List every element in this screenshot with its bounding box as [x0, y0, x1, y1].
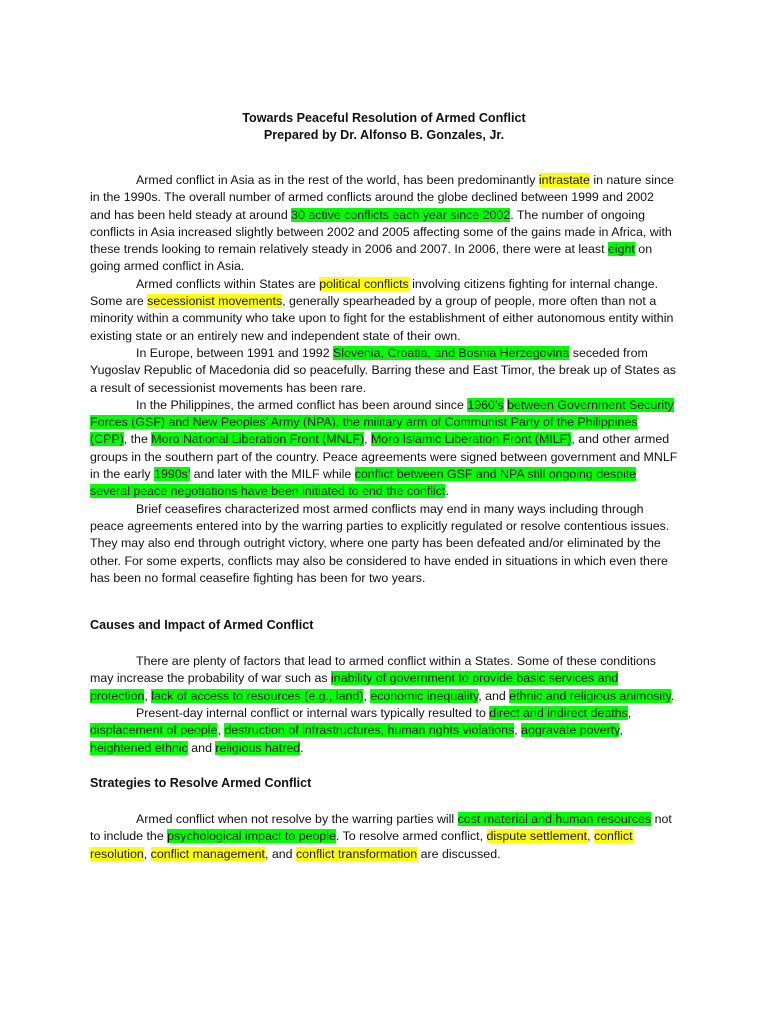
highlight-green: Moro Islamic Liberation Front (MILF)	[370, 432, 572, 447]
highlight-green: 1960’s	[467, 397, 504, 412]
highlight-green: lack of access to resources (e.g., land)	[151, 688, 364, 703]
text-run: ,	[364, 432, 371, 447]
paragraph	[90, 811, 678, 863]
highlight-yellow: conflict management	[150, 846, 265, 861]
author-line: Prepared by Dr. Alfonso B. Gonzales, Jr.	[263, 128, 505, 142]
text-run: ,	[217, 723, 225, 738]
highlight-yellow: intrastate	[538, 173, 590, 187]
highlight-green: heightened ethnic	[90, 740, 188, 755]
highlight-yellow: dispute settlement	[486, 829, 588, 844]
highlight-green: inability of government to provide basic services and protection	[90, 671, 619, 703]
text-run: In Europe, between 1991 and 1992	[136, 345, 334, 360]
text-run: Armed conflicts within States are	[136, 276, 320, 291]
strategies-section	[90, 811, 678, 863]
text-run: Armed conflict when not resolve by the warring parties will	[136, 811, 458, 826]
highlight-green: economic inequality	[370, 688, 479, 703]
text-run: , generally spearheaded by a group of people, more often than not a minority within a community who take upon to fight for the establishment of either autonomous entity within existing state or an entirely new and independent state of their own.	[90, 294, 674, 343]
text-run: ,	[514, 723, 522, 738]
paragraph	[90, 653, 678, 705]
text-run: are discussed.	[417, 846, 501, 861]
title-block	[90, 110, 678, 144]
text-run: ,	[587, 829, 594, 844]
text-run: not to include the	[90, 811, 672, 844]
section-heading-causes: Causes and Impact of Armed Conflict	[90, 618, 314, 633]
highlight-yellow: political conflicts	[319, 276, 409, 291]
intro-section	[90, 172, 678, 587]
text-run: ,	[627, 706, 632, 721]
text-run: seceded from Yugoslav Republic of Macedonia did so peacefully. Barring these and East Timor, the break up of States as a result of secessionist movements has been rare.	[90, 345, 676, 395]
text-run: Brief ceasefires characterized most armed conflicts may end in many ways including through peace agreements entered into by the warring parties to explicitly regulated or resolve contentious issues. They may also end through outright victory, where one party has been defeated and/or eliminated by the other. For some experts, conflicts may also be considered to have ended in situations in which even there has been no formal ceasefire fighting has been for two years.	[90, 501, 670, 585]
highlight-green: Moro National Liberation Front (MNLF)	[151, 432, 365, 447]
paragraph	[90, 397, 678, 501]
text-run: Present-day internal conflict or internal wars typically resulted to	[136, 706, 490, 721]
highlight-green: Slovenia, Croatia, and Bosnia Herzegovina	[333, 345, 570, 360]
text-run: ,	[619, 723, 623, 738]
highlight-green: aggravate poverty	[521, 723, 620, 738]
text-run: In the Philippines, the armed conflict has been around since	[136, 397, 468, 412]
text-run: involving citizens fighting for internal change. Some are	[90, 276, 659, 309]
highlight-green: destruction of infrastructures, human rights violations	[224, 723, 515, 738]
paragraph	[90, 172, 678, 276]
causes-section	[90, 653, 678, 757]
paragraph	[90, 501, 678, 587]
text-run: , and	[264, 846, 296, 861]
highlight-yellow: conflict resolution	[90, 829, 633, 861]
highlight-yellow: conflict transformation	[295, 846, 418, 861]
text-run: .	[670, 688, 675, 703]
text-run: , the	[123, 432, 152, 447]
highlight-green: eight	[607, 242, 635, 257]
text-run: ,	[363, 688, 371, 703]
text-run: . The number of ongoing conflicts in Asia increased slightly between 2002 and 2005 affecting some of the gains made in Africa, with these trends looking to remain relatively steady in 2006 and 2007. In 2006, there were at least	[90, 207, 672, 257]
section-heading-strategies: Strategies to Resolve Armed Conflict	[90, 775, 312, 790]
text-run: in nature since in the 1990s. The overall number of armed conflicts around the globe declined between 1999 and 2002 and has been held steady at around	[90, 173, 674, 222]
highlight-green: cost material and human resources	[457, 811, 652, 826]
highlight-green: 1990s’	[154, 467, 191, 482]
text-run: , and	[478, 688, 510, 703]
highlight-green: direct and indirect deaths	[489, 706, 628, 721]
text-run: . To resolve armed conflict,	[335, 829, 487, 844]
paragraph	[90, 705, 678, 757]
paragraph	[90, 345, 678, 397]
text-run: and	[187, 740, 216, 755]
text-run: and later with the MILF while	[190, 467, 355, 482]
text-run: ,	[144, 688, 152, 703]
highlight-green: psychological impact to people	[167, 829, 336, 844]
text-run: .	[300, 740, 304, 755]
highlight-green: 30 active conflicts each year since 2002	[291, 207, 511, 222]
paragraph	[90, 276, 678, 345]
text-run: , and other armed groups in the southern part of the country. Peace agreements were signed between government and MNLF in the early	[90, 432, 678, 482]
highlight-green: displacement of people	[90, 723, 218, 738]
highlight-green: between Government Security Forces (GSF) and New Peoples’ Army (NPA), the military arm of Communist Party of the Philippines (CPP)	[90, 397, 674, 447]
highlight-green: ethnic and religious animosity	[509, 688, 671, 703]
text-run: ,	[143, 846, 151, 861]
text-run: There are plenty of factors that lead to armed conflict within a States. Some of these conditions may increase the probability of war such as	[90, 654, 656, 686]
document-title: Towards Peaceful Resolution of Armed Conflict	[242, 111, 526, 125]
text-run: Armed conflict in Asia as in the rest of the world, has been predominantly	[136, 173, 539, 187]
text-run: on going armed conflict in Asia.	[90, 242, 653, 274]
text-run: .	[445, 484, 449, 499]
highlight-green: conflict between GSF and NPA still ongoing despite several peace negotiations have been initiated to end the conflict	[90, 467, 637, 499]
highlight-yellow: secessionist movements	[147, 294, 283, 309]
highlight-green: religious hatred	[215, 740, 301, 755]
